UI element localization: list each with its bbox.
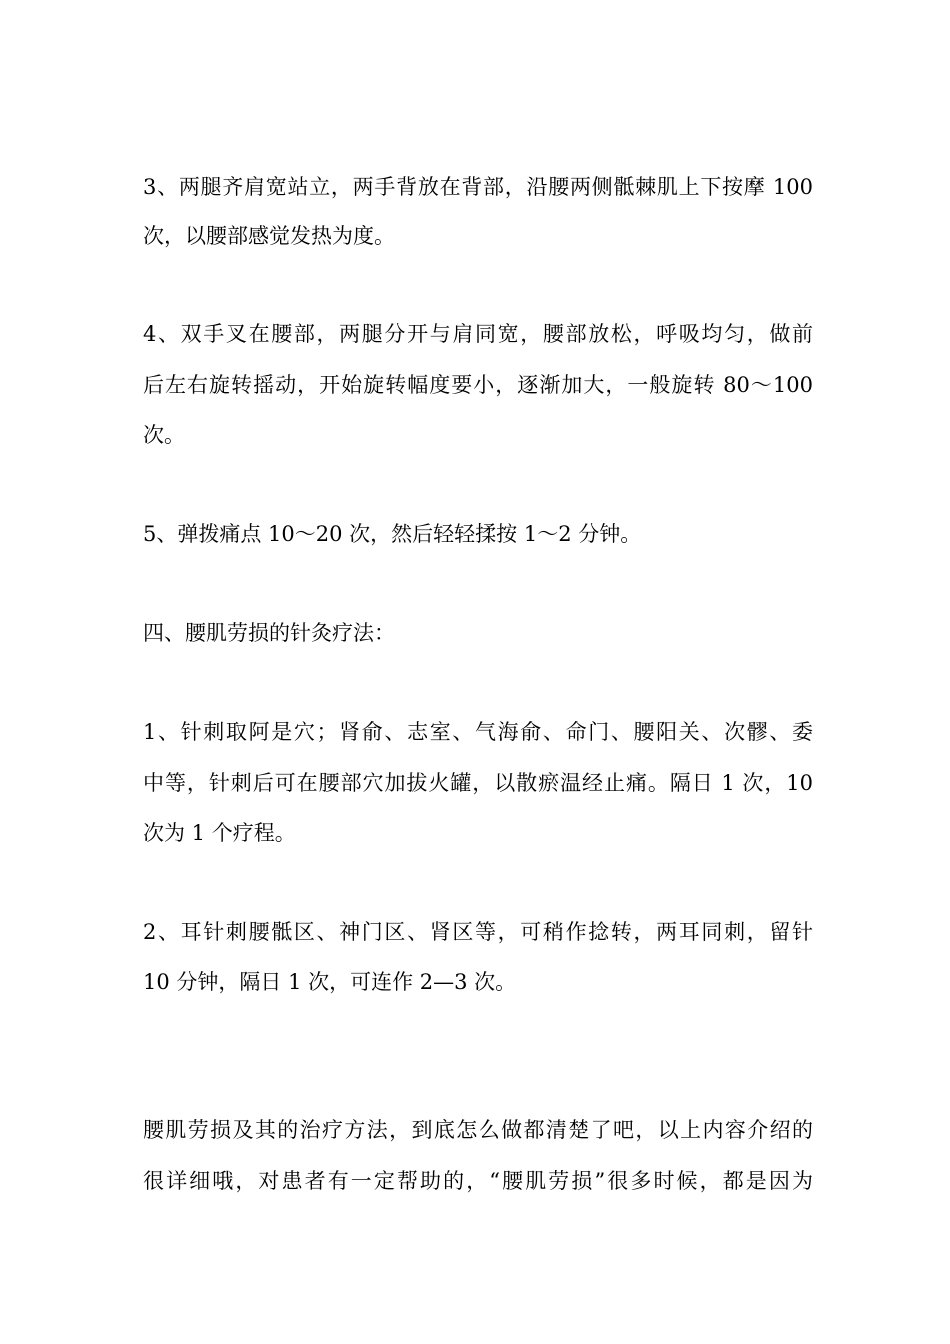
paragraph-line: 2、耳针刺腰骶区、神门区、肾区等，可稍作捻转，两耳同刺，留针 (143, 920, 813, 944)
paragraph-line: 10 分钟，隔日 1 次，可连作 2—3 次。 (143, 970, 517, 994)
paragraph-line: 次。 (143, 423, 185, 447)
paragraph-line: 4、双手叉在腰部，两腿分开与肩同宽，腰部放松，呼吸均匀，做前 (143, 322, 813, 346)
paragraph-line: 5、弹拨痛点 10～20 次，然后轻轻揉按 1～2 分钟。 (143, 522, 642, 546)
paragraph-line: 次，以腰部感觉发热为度。 (143, 224, 395, 248)
paragraph-line: 后左右旋转摇动，开始旋转幅度要小，逐渐加大，一般旋转 80～100 (143, 373, 813, 397)
paragraph-line: 很详细哦，对患者有一定帮助的，“腰肌劳损”很多时候，都是因为 (143, 1169, 813, 1193)
section-heading-text: 四、腰肌劳损的针灸疗法： (143, 621, 395, 645)
paragraph-line: 腰肌劳损及其的治疗方法，到底怎么做都清楚了吧，以上内容介绍的 (143, 1118, 813, 1142)
paragraph-line: 次为 1 个疗程。 (143, 821, 296, 845)
paragraph-line: 1、针刺取阿是穴；肾俞、志室、气海俞、命门、腰阳关、次髎、委 (143, 720, 813, 744)
paragraph-line: 3、两腿齐肩宽站立，两手背放在背部，沿腰两侧骶棘肌上下按摩 100 (143, 175, 813, 199)
paragraph-line: 中等，针刺后可在腰部穴加拔火罐，以散瘀温经止痛。隔日 1 次，10 (143, 771, 813, 795)
